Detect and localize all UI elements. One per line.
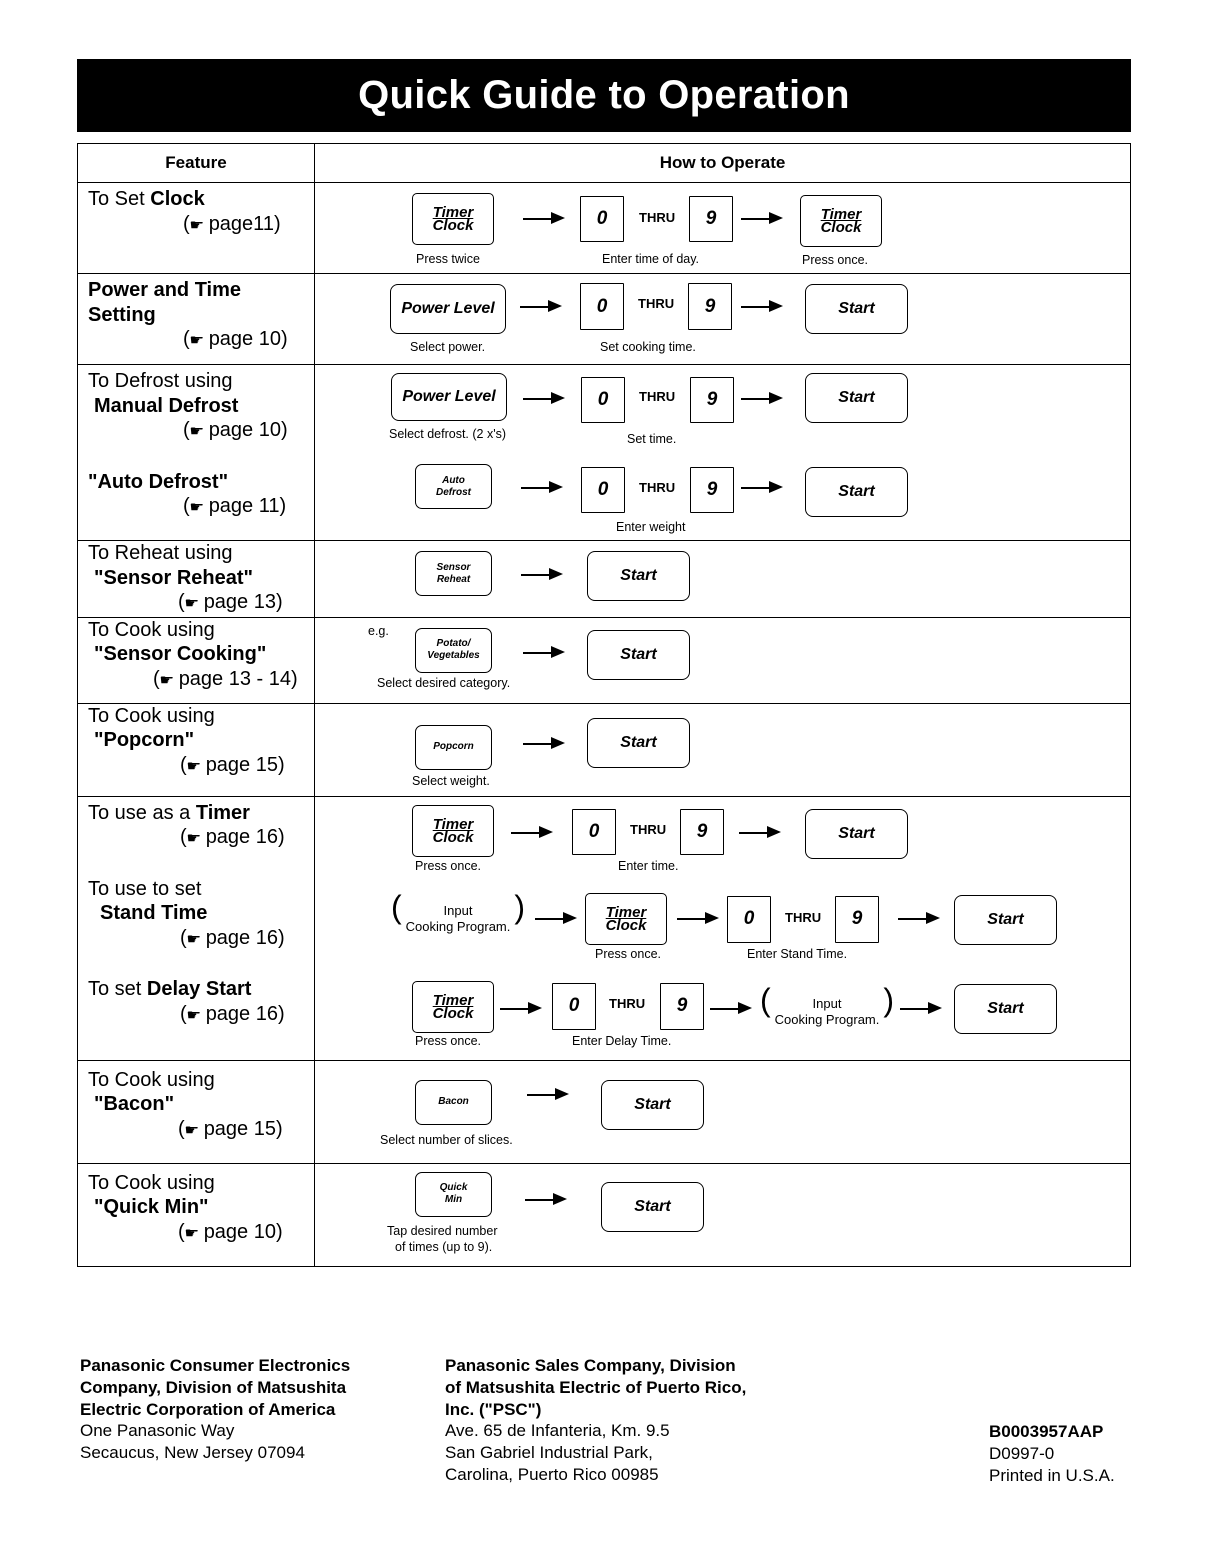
arrow-right-icon [521,573,563,577]
start-key: Start [601,1080,704,1130]
operation-cell [315,541,1131,618]
number-key-0: 0 [581,377,625,423]
page-ref: page 10 [208,419,281,441]
caption: Enter weight [616,520,686,534]
page-ref: page 16 [205,1002,278,1025]
address-line: Carolina, Puerto Rico 00985 [445,1464,659,1484]
start-key: Start [601,1182,704,1232]
feature-name: Timer [195,801,250,824]
number-key-9: 9 [690,467,734,513]
operation-cell [315,703,1131,796]
start-key: Start [587,630,690,680]
company-name: Company, Division of Matsushita [80,1377,347,1397]
operation-cell [315,1163,1131,1266]
feature-name: Manual Defrost [94,394,239,417]
company-name: Panasonic Sales Company, Division [445,1356,736,1375]
pointing-hand-icon: ☛ [183,595,199,612]
pointing-hand-icon: ☛ [188,499,204,516]
pointing-hand-icon: ☛ [188,216,204,234]
start-key: Start [954,895,1057,945]
potato-vegetables-key: Potato/ Vegetables [415,628,492,673]
feature-header: Feature [78,144,315,183]
number-key-0: 0 [572,809,616,855]
start-key: Start [805,373,908,423]
feature-text: To Cook using [88,1171,215,1194]
caption: Select desired category. [377,675,511,690]
feature-name: "Popcorn" [94,729,195,751]
number-key-9: 9 [688,283,732,330]
table-header-row [78,144,1131,183]
table-row [78,274,1131,365]
caption: Enter Stand Time. [747,946,848,961]
page-ref: page 16 [205,926,278,949]
feature-name: "Auto Defrost" [88,470,229,493]
address-line: Secaucus, New Jersey 07094 [80,1443,305,1463]
pointing-hand-icon: ☛ [185,930,201,948]
timer-clock-key: Timer Clock [585,893,667,945]
feature-cell: To Defrost using Manual Defrost (☛ page 10) "Auto Defrost" (☛ page 11) [78,365,315,541]
feature-name: "Quick Min" [94,1196,209,1218]
thru-label: THRU [639,210,676,225]
thru-label: THRU [609,995,646,1011]
document-code: B0003957AAP [989,1422,1104,1441]
page-ref: page 10 [208,328,281,350]
auto-defrost-key: Auto Defrost [415,464,492,509]
input-cooking-program-note: ( Input Cooking Program. ) [772,996,882,1028]
feature-text: To Reheat using [88,542,233,564]
feature-cell: To Set Clock (☛ page11) [78,183,315,274]
arrow-right-icon [710,1007,752,1011]
number-key-9: 9 [660,983,704,1030]
pointing-hand-icon: ☛ [183,1224,199,1242]
table-row [78,796,1131,1060]
number-key-9: 9 [835,896,879,943]
pointing-hand-icon: ☛ [183,1121,199,1139]
feature-cell: To Reheat using "Sensor Reheat" (☛ page 13) [78,541,315,618]
title-banner [77,59,1131,132]
address-line: One Panasonic Way [80,1421,235,1441]
caption: e.g. [368,623,389,638]
page-ref: page 13 [203,591,276,613]
page-ref: page 10 [203,1220,276,1243]
company-name: of Matsushita Electric of Puerto Rico, [445,1377,747,1397]
arrow-right-icon [900,1007,942,1011]
operation-cell [315,183,1131,274]
number-key-0: 0 [580,283,624,330]
caption: Select defrost. (2 x's) [389,427,507,441]
quick-min-key: Quick Min [415,1172,492,1217]
how-to-operate-header: How to Operate [315,144,1131,183]
number-key-0: 0 [580,196,624,242]
number-key-9: 9 [689,196,733,242]
timer-clock-key: Timer Clock [412,193,494,245]
caption: Enter time. [618,858,679,873]
caption: Press twice [416,252,480,266]
feature-name: "Sensor Reheat" [94,566,254,589]
arrow-right-icon [520,305,562,309]
pointing-hand-icon: ☛ [158,671,174,689]
caption: of times (up to 9). [395,1239,493,1254]
arrow-right-icon [523,397,565,401]
caption: Tap desired number [387,1223,498,1238]
footer-address-pr [445,1355,746,1486]
page-ref: page 11 [208,495,280,517]
number-key-9: 9 [690,377,734,423]
page-ref: page 16 [205,826,278,848]
page-ref: page 13 - 14 [178,667,292,690]
feature-text: To Cook using [88,618,215,641]
timer-clock-key: Timer Clock [800,195,882,247]
caption: Press once. [415,858,482,873]
arrow-right-icon [523,217,565,221]
feature-name: "Sensor Cooking" [94,643,267,665]
table-row [78,1060,1131,1163]
caption: Set time. [627,432,677,446]
thru-label: THRU [785,909,822,925]
arrow-right-icon [741,217,783,221]
feature-name: "Bacon" [94,1093,175,1115]
feature-text: To Defrost using [88,370,233,392]
feature-cell: To Cook using "Quick Min" (☛ page 10) [78,1163,315,1266]
start-key: Start [805,809,908,859]
caption: Select power. [410,340,486,354]
arrow-right-icon [898,917,940,921]
caption: Set cooking time. [600,340,696,354]
timer-clock-key: Timer Clock [412,981,494,1033]
operation-cell [315,274,1131,365]
table-row [78,617,1131,703]
page-ref: page 15 [203,1117,276,1140]
arrow-right-icon [527,1093,569,1097]
power-level-key: Power Level [390,284,506,334]
start-key: Start [805,467,908,517]
arrow-right-icon [535,917,577,921]
company-name: Panasonic Consumer Electronics [80,1356,351,1375]
pointing-hand-icon: ☛ [185,757,201,775]
power-level-key: Power Level [391,373,507,421]
pointing-hand-icon: ☛ [185,830,201,847]
page-ref: page11 [208,212,274,235]
feature-text: To set [88,978,147,1000]
page-ref: page 15 [205,753,278,776]
sensor-reheat-key: Sensor Reheat [415,551,492,596]
pointing-hand-icon: ☛ [188,423,204,440]
arrow-right-icon [521,486,563,490]
table-row [78,1163,1131,1266]
start-key: Start [587,551,690,601]
timer-clock-key: Timer Clock [412,805,494,857]
footer-address-us [80,1355,350,1464]
arrow-right-icon [677,917,719,921]
footer-document-code [989,1421,1115,1486]
thru-label: THRU [639,389,676,404]
company-name: Electric Corporation of America [80,1399,336,1419]
feature-name: Power and Time [88,279,242,301]
caption: Select number of slices. [380,1132,513,1147]
feature-text: To use to set [88,877,202,900]
start-key: Start [587,718,690,768]
feature-name: Clock [150,188,205,210]
bacon-key: Bacon [415,1080,492,1125]
operation-cell [315,796,1131,1060]
table-row [78,365,1131,541]
number-key-9: 9 [680,809,724,855]
feature-name: Stand Time [100,902,208,924]
thru-label: THRU [639,480,676,495]
start-key: Start [805,284,908,334]
address-line: Ave. 65 de Infanteria, Km. 9.5 [445,1421,670,1441]
table-row [78,541,1131,618]
feature-cell: To Cook using "Sensor Cooking" (☛ page 13 - 14) [78,617,315,703]
quick-guide-table [77,143,1131,1267]
arrow-right-icon [525,1198,567,1202]
address-line: San Gabriel Industrial Park, [445,1443,653,1463]
operation-cell [315,617,1131,703]
caption: Enter time of day. [602,252,700,266]
caption: Press once. [802,253,869,267]
arrow-right-icon [523,742,565,746]
table-row [78,703,1131,796]
feature-cell: Power and Time Setting (☛ page 10) [78,274,315,365]
arrow-right-icon [511,831,553,835]
number-key-0: 0 [581,467,625,513]
document-version: D0997-0 [989,1443,1055,1463]
company-name: Inc. ("PSC") [445,1399,542,1419]
feature-cell: To Cook using "Popcorn" (☛ page 15) [78,703,315,796]
thru-label: THRU [638,296,675,311]
arrow-right-icon [523,651,565,655]
popcorn-key: Popcorn [415,725,492,770]
feature-name: Delay Start [146,978,252,1000]
arrow-right-icon [739,831,781,835]
printed-in: Printed in U.S.A. [989,1465,1115,1485]
caption: Select weight. [412,773,490,788]
operation-cell [315,365,1131,541]
feature-text: To Set [88,188,151,210]
feature-text: To Cook using [88,1068,215,1091]
caption: Press once. [595,946,662,961]
pointing-hand-icon: ☛ [188,332,204,349]
arrow-right-icon [741,486,783,490]
feature-cell: To use as a Timer (☛ page 16) To use to set Stand Time (☛ page 16) To set Delay Start (☛ page 16) [78,796,315,1060]
thru-label: THRU [630,821,667,837]
feature-text: To use as a [88,801,196,824]
arrow-right-icon [741,397,783,401]
start-key: Start [954,984,1057,1034]
feature-text: To Cook using [88,704,215,727]
arrow-right-icon [500,1007,542,1011]
page-title: Quick Guide to Operation [358,73,850,117]
feature-cell: To Cook using "Bacon" (☛ page 15) [78,1060,315,1163]
pointing-hand-icon: ☛ [185,1006,201,1024]
caption: Enter Delay Time. [572,1033,672,1048]
operation-cell [315,1060,1131,1163]
caption: Press once. [415,1033,482,1048]
number-key-0: 0 [727,896,771,943]
feature-name: Setting [88,303,156,326]
number-key-0: 0 [552,983,596,1030]
arrow-right-icon [741,305,783,309]
input-cooking-program-note: ( Input Cooking Program. ) [403,903,513,935]
table-row [78,183,1131,274]
